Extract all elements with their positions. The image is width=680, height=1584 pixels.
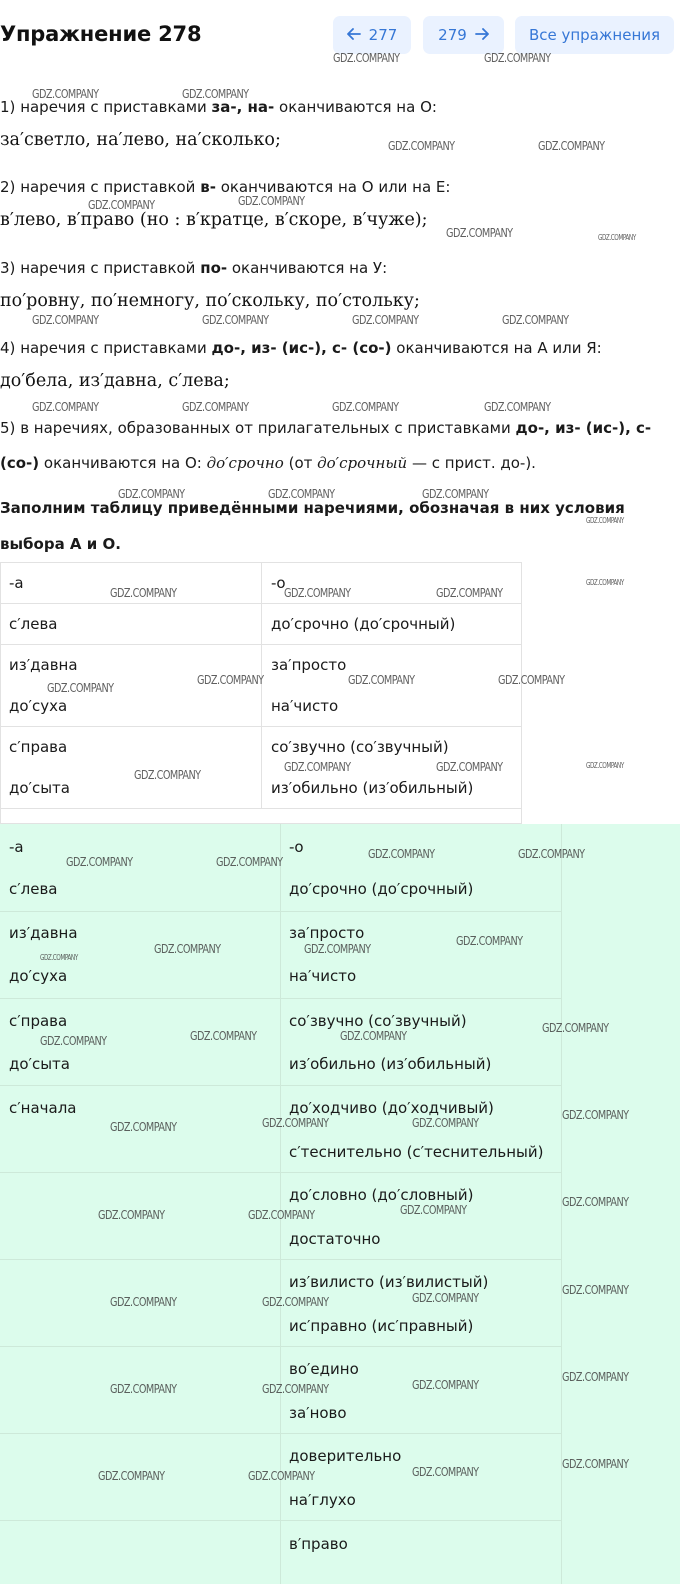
prev-exercise-button[interactable] [333,16,411,54]
watermark: GDZ.COMPANY [422,486,489,501]
rule-4 [0,339,602,357]
table-cell: с′лева [9,880,58,898]
rule-bold: за-, на- [211,98,275,116]
table-cell: до′сыта [9,779,70,797]
watermark: GDZ.COMPANY [40,1033,107,1048]
watermark: GDZ.COMPANY [40,953,78,962]
watermark: GDZ.COMPANY [562,1107,629,1122]
table-cell: из′обильно (из′обильный) [289,1055,492,1073]
rule-text: оканчиваются на О: [274,98,437,116]
table-cell: доверительно [289,1447,402,1465]
table-cell: до′суха [9,967,68,985]
rule-text: наречия с приставками [20,98,212,116]
example-word: до′срочный [317,454,408,472]
table-cell: до′словно (до′словный) [289,1186,474,1204]
watermark: GDZ.COMPANY [110,585,177,600]
watermark: GDZ.COMPANY [32,86,99,101]
column-header-a: -а [9,838,24,856]
table-cell: во′едино [289,1360,359,1378]
watermark: GDZ.COMPANY [412,1377,479,1392]
watermark: GDZ.COMPANY [110,1381,177,1396]
column-header-o: -о [289,838,304,856]
watermark: GDZ.COMPANY [518,846,585,861]
watermark: GDZ.COMPANY [562,1194,629,1209]
watermark: GDZ.COMPANY [197,672,264,687]
watermark: GDZ.COMPANY [562,1456,629,1471]
watermark: GDZ.COMPANY [110,1119,177,1134]
table-cell: с′права [9,1012,68,1030]
watermark: GDZ.COMPANY [333,50,400,65]
rule-text: наречия с приставкой [20,259,201,277]
rule-bold: (со-) [0,454,40,472]
rule-text: оканчиваются на О: [39,454,207,472]
rule-text: оканчиваются на А или Я: [391,339,602,357]
watermark: GDZ.COMPANY [32,399,99,414]
watermark: GDZ.COMPANY [238,193,305,208]
watermark: GDZ.COMPANY [436,585,503,600]
watermark: GDZ.COMPANY [98,1207,165,1222]
watermark: GDZ.COMPANY [262,1294,329,1309]
watermark: GDZ.COMPANY [32,312,99,327]
rule-text: в наречиях, образованных от прилагательных с приставками [20,419,516,437]
watermark: GDZ.COMPANY [586,516,624,525]
watermark: GDZ.COMPANY [284,759,351,774]
watermark: GDZ.COMPANY [248,1207,315,1222]
watermark: GDZ.COMPANY [348,672,415,687]
rule-number: 3) [0,259,16,277]
table-cell: со′звучно (со′звучный) [271,738,449,756]
table-cell: с′права [9,738,68,756]
column-header-o: -о [271,574,286,592]
rule-3 [0,259,387,277]
table-cell: за′ново [289,1404,347,1422]
rule-number: 5) [0,419,16,437]
table-cell: из′обильно (из′обильный) [271,779,474,797]
table-cell: со′звучно (со′звучный) [289,1012,467,1030]
rule-text: (от [283,454,318,472]
watermark: GDZ.COMPANY [586,578,624,587]
rule-2 [0,178,450,196]
rule-3-example: по′ровну, по′немногу, по′скольку, по′стольку; [0,291,420,311]
rule-2-example: в′лево, в′право (но : в′кратце, в′скоре, в′чуже); [0,210,428,230]
table-cell: до′сыта [9,1055,70,1073]
table-cell: до′срочно (до′срочный) [271,615,456,633]
table-cell: до′суха [9,697,68,715]
watermark: GDZ.COMPANY [412,1290,479,1305]
watermark: GDZ.COMPANY [268,486,335,501]
watermark: GDZ.COMPANY [202,312,269,327]
example-word: в′кратце, [186,210,270,230]
watermark: GDZ.COMPANY [110,1294,177,1309]
watermark: GDZ.COMPANY [368,846,435,861]
table-cell: с′лева [9,615,58,633]
watermark: GDZ.COMPANY [456,933,523,948]
table-row [1,604,522,645]
rule-5 [0,419,651,437]
watermark: GDZ.COMPANY [118,486,185,501]
table-cell: из′давна [9,924,78,942]
watermark: GDZ.COMPANY [182,399,249,414]
watermark: GDZ.COMPANY [446,225,513,240]
example-word: в′чуже); [352,210,428,230]
table-cell: на′чисто [289,967,357,985]
watermark: GDZ.COMPANY [262,1115,329,1130]
example-word: в′скоре, [274,210,348,230]
arrow-right-icon [475,26,489,44]
arrow-left-icon [347,26,361,44]
watermark: GDZ.COMPANY [88,197,155,212]
table-cell: на′чисто [271,697,339,715]
rule-number: 2) [0,178,16,196]
rule-4-example: до′бела, из′давна, с′лева; [0,371,230,391]
example-word: в′право [66,210,135,230]
table-cell: достаточно [289,1230,381,1248]
next-exercise-label: 279 [438,26,467,44]
rule-text: оканчиваются на О или на Е: [215,178,451,196]
watermark: GDZ.COMPANY [498,672,565,687]
all-exercises-button[interactable]: Все упражнения [515,16,674,54]
watermark: GDZ.COMPANY [248,1468,315,1483]
watermark: GDZ.COMPANY [502,312,569,327]
next-exercise-button[interactable] [423,16,504,54]
rule-1-example: за′светло, на′лево, на′сколько; [0,130,281,150]
watermark: GDZ.COMPANY [484,399,551,414]
example-word: в′лево [0,210,56,230]
watermark: GDZ.COMPANY [134,767,201,782]
watermark: GDZ.COMPANY [542,1020,609,1035]
table-cell: до′срочно (до′срочный) [289,880,474,898]
watermark: GDZ.COMPANY [262,1381,329,1396]
example-word: до′срочно [206,454,284,472]
table-cell: с′начала [9,1099,77,1117]
rule-bold: в- [200,178,216,196]
watermark: GDZ.COMPANY [586,761,624,770]
column-header-a: -а [9,574,24,592]
watermark: GDZ.COMPANY [598,233,636,242]
watermark: GDZ.COMPANY [484,50,551,65]
table-cell: за′просто [271,656,347,674]
table-intro-line-1: Заполним таблицу приведёнными наречиями, обозначая в них условия [0,499,625,517]
watermark: GDZ.COMPANY [538,138,605,153]
table-cell: из′давна [9,656,78,674]
table-cell: за′просто [289,924,365,942]
rule-5-line-2 [0,454,536,472]
rule-bold: до-, из- (ис-), с- (со-) [211,339,392,357]
example-word: (но : [139,210,181,230]
watermark: GDZ.COMPANY [436,759,503,774]
rule-bold: до-, из- (ис-), с- [515,419,652,437]
prev-exercise-label: 277 [368,26,398,44]
table-cell: из′вилисто (из′вилистый) [289,1273,489,1291]
watermark: GDZ.COMPANY [400,1202,467,1217]
table-cell: до′ходчиво (до′ходчивый) [289,1099,494,1117]
rule-text: наречия с приставками [20,339,212,357]
rule-number: 4) [0,339,16,357]
table-cell: с′теснительно (с′теснительный) [289,1143,544,1161]
watermark: GDZ.COMPANY [47,680,114,695]
table-cell: в′право [289,1535,348,1553]
table-cell: на′глухо [289,1491,356,1509]
rule-text: оканчиваются на У: [227,259,388,277]
watermark: GDZ.COMPANY [216,854,283,869]
watermark: GDZ.COMPANY [332,399,399,414]
watermark: GDZ.COMPANY [190,1028,257,1043]
watermark: GDZ.COMPANY [98,1468,165,1483]
table-cell: ис′правно (ис′правный) [289,1317,474,1335]
watermark: GDZ.COMPANY [562,1282,629,1297]
watermark: GDZ.COMPANY [412,1464,479,1479]
rule-text: наречия с приставкой [20,178,201,196]
watermark: GDZ.COMPANY [412,1115,479,1130]
rule-bold: по- [200,259,228,277]
watermark: GDZ.COMPANY [182,86,249,101]
page-title: Упражнение 278 [0,22,202,46]
watermark: GDZ.COMPANY [352,312,419,327]
watermark: GDZ.COMPANY [562,1369,629,1384]
table-intro-line-2: выбора А и О. [0,535,121,553]
watermark: GDZ.COMPANY [388,138,455,153]
rule-text: — с прист. до-). [407,454,536,472]
watermark: GDZ.COMPANY [154,941,221,956]
watermark: GDZ.COMPANY [304,941,371,956]
watermark: GDZ.COMPANY [66,854,133,869]
watermark: GDZ.COMPANY [340,1028,407,1043]
watermark: GDZ.COMPANY [284,585,351,600]
rule-number: 1) [0,98,16,116]
